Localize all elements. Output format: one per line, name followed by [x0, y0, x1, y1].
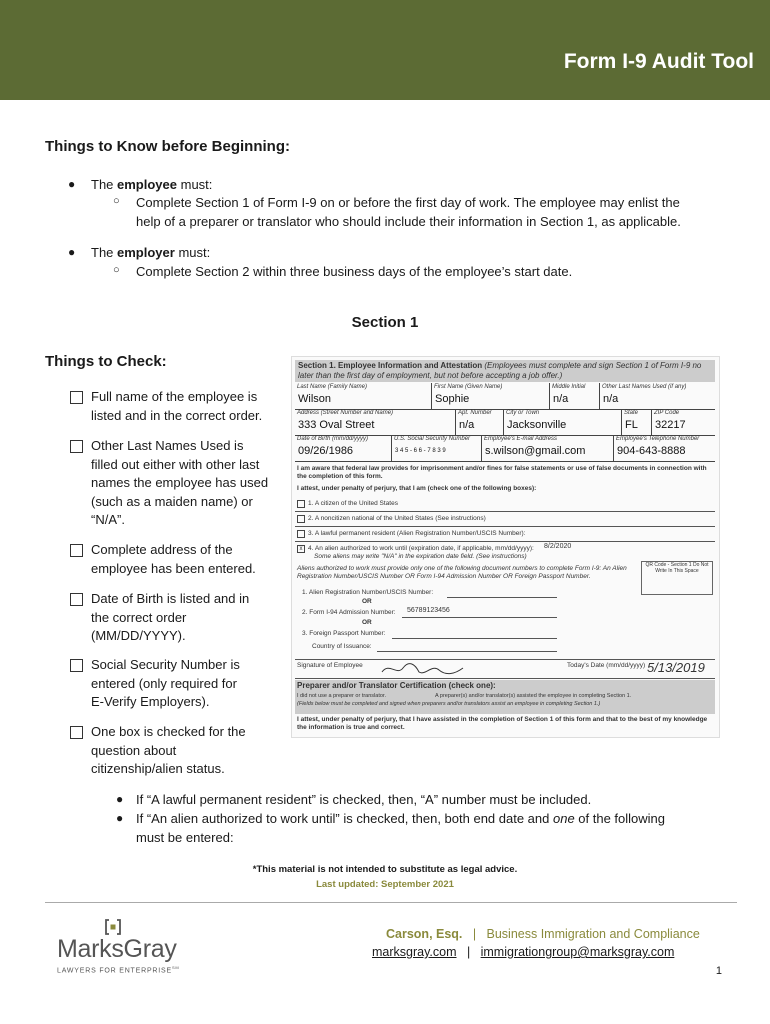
- employee-bullet: The employee must:: [91, 177, 213, 192]
- form-country: Country of Issuance:: [312, 643, 372, 650]
- check-item-address: Complete address of the employee has been entered.: [91, 542, 256, 576]
- employer-sub: Complete Section 2 within three business days of the employee’s start date.: [136, 264, 573, 279]
- intro-heading: Things to Know before Beginning:: [45, 138, 290, 155]
- employee-sub-line1: Complete Section 1 of Form I-9 on or before the first day of work. The employee may enlist the: [136, 195, 680, 210]
- form-row-dob-ssn: Date of Birth (mm/dd/yyyy) 09/26/1986 U.S. Social Security Number 3 4 5 - 6 6 - 7 8 3 9 Employee's E-mail Address s.wilson@gmail.com Employee's Telephone Number 904-643-8888: [295, 435, 715, 462]
- contact-line-1: Carson, Esq. | Business Immigration and Compliance: [386, 927, 700, 941]
- form-date-label: Today's Date (mm/dd/yyyy): [567, 662, 646, 669]
- disclaimer: *This material is not intended to substitute as legal advice.: [252, 864, 518, 875]
- form-or: OR: [362, 598, 372, 605]
- bullet-dot: ●: [116, 811, 124, 825]
- form-option-box: [297, 515, 305, 523]
- employer-bullet: The employer must:: [91, 245, 211, 260]
- form-prep-attest: I attest, under penalty of perjury, that I have assisted in the completion of Section 1 of this form and that to the best of my knowledge the information is true and correct.: [297, 716, 708, 731]
- bullet-dot: ●: [68, 245, 76, 259]
- check-item-ssn: Social Security Number is entered (only required for E-Verify Employers).: [91, 657, 240, 709]
- form-option-4: 4. An alien authorized to work until (expiration date, if applicable, mm/dd/yyyy):: [308, 545, 534, 552]
- section-title: Section 1: [351, 314, 419, 331]
- form-doc3: 3. Foreign Passport Number:: [302, 630, 386, 637]
- checkbox[interactable]: [70, 659, 83, 672]
- form-sig-label: Signature of Employee: [297, 662, 363, 669]
- form-expiration: 8/2/2020: [544, 543, 572, 550]
- logo-tagline: LAWYERS FOR ENTERPRISE℠: [57, 965, 180, 975]
- checkbox[interactable]: [70, 593, 83, 606]
- alien-note: If “An alien authorized to work until” is checked, then, both end date and one of the following: [136, 811, 666, 826]
- header-bar: [0, 0, 770, 100]
- check-item-dob: Date of Birth is listed and in the correct order (MM/DD/YYYY).: [91, 591, 250, 643]
- check-item-citizenship: One box is checked for the question about citizenship/alien status.: [91, 724, 246, 776]
- footer-divider: [45, 902, 737, 903]
- form-row-address: Address (Street Number and Name) 333 Oval Street Apt. Number n/a City or Town Jacksonville State FL ZIP Code 32217: [295, 409, 715, 436]
- page-number: 1: [715, 965, 722, 977]
- bullet-dot: ●: [68, 177, 76, 191]
- form-option-box-checked: x: [297, 545, 305, 553]
- check-item-full-name: Full name of the employee is listed and in the correct order.: [91, 389, 263, 423]
- alien-note-line2: must be entered:: [136, 830, 234, 845]
- form-attest-text: I attest, under penalty of perjury, that I am (check one of the following boxes):: [297, 485, 537, 492]
- form-qr-box: QR Code - Section 1 Do Not Write In This Space: [641, 561, 713, 595]
- logo-wordmark: MarksGray: [57, 935, 177, 963]
- form-signed-date: 5/13/2019: [647, 660, 705, 675]
- contact-line-2: marksgray.com | immigrationgroup@marksgray.com: [372, 945, 675, 959]
- sub-bullet-circle: ○: [113, 264, 120, 276]
- last-updated: Last updated: September 2021: [316, 879, 454, 890]
- lpr-note: If “A lawful permanent resident” is checked, then, “A” number must be included.: [136, 792, 592, 807]
- bullet-dot: ●: [116, 792, 124, 806]
- form-option-3: 3. A lawful permanent resident (Alien Registration Number/USCIS Number):: [308, 530, 526, 537]
- check-item-other-names: Other Last Names Used is filled out either with other last names the employee has used (such as a maiden name) or “N/A”.: [91, 438, 269, 527]
- checkbox[interactable]: [70, 726, 83, 739]
- form-option-1: 1. A citizen of the United States: [308, 500, 398, 507]
- form-option-box: [297, 500, 305, 508]
- form-header: Section 1. Employee Information and Attestation (Employees must complete and sign Section 1 of Form I-9 no later than the first day of employment, but not before accepting a job offer.): [295, 360, 715, 382]
- form-aware-text: I am aware that federal law provides for imprisonment and/or fines for false statements or use of false documents in connection with the completion of this form.: [297, 465, 707, 480]
- form-row-name: Last Name (Family Name) Wilson First Name (Given Name) Sophie Middle Initial n/a Other Last Names Used (if any) n/a: [295, 383, 715, 410]
- website-link[interactable]: marksgray.com: [372, 945, 457, 959]
- form-option-box: [297, 530, 305, 538]
- form-option4-note: Some aliens may write "N/A" in the expiration date field. (See instructions): [314, 553, 527, 560]
- form-i9-section1-image: [291, 356, 720, 738]
- logo-bracket-icon: [104, 918, 122, 936]
- checkbox[interactable]: [70, 391, 83, 404]
- employee-sub-line2: help of a preparer or translator who should include their information in Section 1, as applicable.: [136, 214, 681, 229]
- sub-bullet-circle: ○: [113, 195, 120, 207]
- email-link[interactable]: immigrationgroup@marksgray.com: [480, 945, 675, 959]
- checkbox[interactable]: [70, 440, 83, 453]
- checkbox[interactable]: [70, 544, 83, 557]
- checks-heading: Things to Check:: [45, 353, 167, 370]
- page-title: Form I-9 Audit Tool: [563, 50, 754, 73]
- form-preparer-block: Preparer and/or Translator Certification (check one): I did not use a preparer or translator. A preparer(s) and/or translator(s) assisted the employee in completing Section 1. (Fields below must be completed and signed when preparers and/or translators assist an employee in completing Section 1.): [295, 680, 715, 714]
- form-alien-note: Aliens authorized to work must provide only one of the following document numbers to complete Form I-9: An Alien Registration Number/USCIS Number OR Form I-94 Admission Number OR Foreign Passport Number.: [297, 565, 627, 580]
- form-i94-value: 56789123456: [407, 607, 450, 614]
- signature-image: [377, 660, 467, 678]
- form-option-2: 2. A noncitizen national of the United States (See instructions): [308, 515, 486, 522]
- form-or: OR: [362, 619, 372, 626]
- form-doc1: 1. Alien Registration Number/USCIS Number:: [302, 589, 434, 596]
- form-doc2: 2. Form I-94 Admission Number:: [302, 609, 396, 616]
